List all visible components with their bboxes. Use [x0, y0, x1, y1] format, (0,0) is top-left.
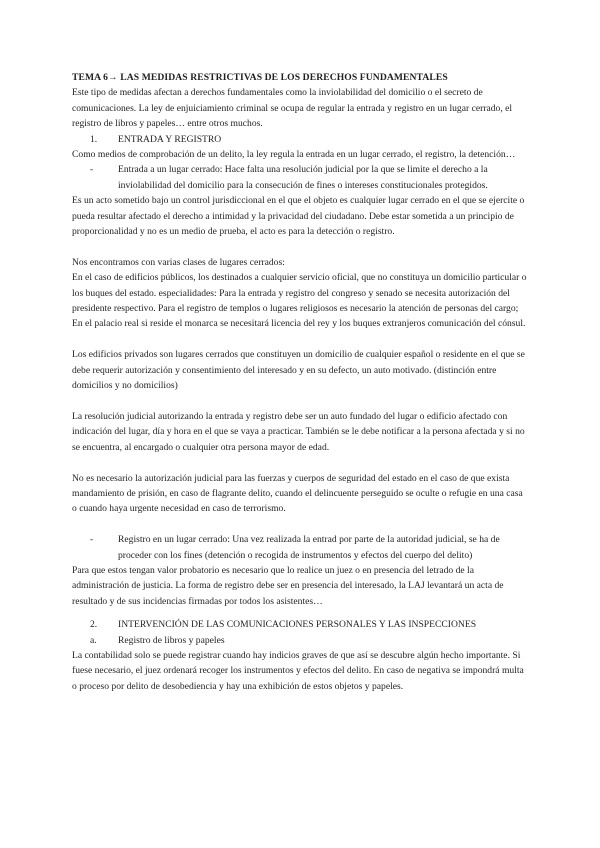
section-2-number: 2. [90, 619, 98, 631]
document-page [72, 70, 528, 694]
section-1-paragraph-6: La resolución judicial autorizando la entrada y registro debe ser un auto fundado del lugar o edificio afectado con indicación del lugar, día y hora en el que se vaya a practicar. También se le debe notificar a la persona afectada y si no se encuentra, al encargado o cualquier otra persona mayor de edad. [72, 410, 525, 453]
bullet-marker: - [90, 164, 94, 176]
section-1-paragraph-3: Nos encontramos con varias clases de lugares cerrados: [72, 256, 285, 268]
section-2-subheading [72, 633, 528, 648]
section-1-number: 1. [90, 133, 98, 145]
subheading-marker: a. [90, 634, 97, 646]
section-2-title: INTERVENCIÓN DE LAS COMUNICACIONES PERSONALES Y LAS INSPECCIONES [118, 619, 477, 631]
document-title: TEMA 6→ LAS MEDIDAS RESTRICTIVAS DE LOS DERECHOS FUNDAMENTALES [72, 72, 448, 83]
section-2-paragraph-1: La contabilidad solo se puede registrar cuando hay indicios graves de que así se descubre algún hecho importante. Si fuese necesario, el juez ordenará recoger los instrumentos y efectos del delito. En caso de negativa se impondrá multa o proceso por delito de desobediencia y hay una exhibición de estos objetos y papeles. [72, 649, 524, 692]
subheading-text: Registro de libros y papeles [118, 634, 225, 646]
section-1-bullet-1 [72, 162, 528, 193]
bullet-text: Entrada a un lugar cerrado: Hace falta una resolución judicial por la que se limite el derecho a la inviolabilidad del domicilio para la consecución de fines o intereses constitucionales protegidos. [118, 164, 488, 191]
section-1-paragraph-2: Es un acto sometido bajo un control jurisdiccional en el que el objeto es cualquier lugar cerrado en el que se ejercite o pueda resultar afectado el derecho a intimidad y la privacidad del ciudadano. Debe estar sometida a un principio de proporcionalidad y no es un medio de prueba, el acto es para la detección o registro. [72, 195, 525, 238]
bullet-text: Registro en un lugar cerrado: Una vez realizada la entrad por parte de la autoridad judicial, se ha de proceder con los fines (detención o recogida de instrumentos y efectos del cuerpo del delito) [118, 534, 500, 561]
bullet-marker: - [90, 534, 94, 546]
section-1-heading [72, 132, 528, 147]
section-1-paragraph-4: En el caso de edificios públicos, los destinados a cualquier servicio oficial, que no constituya un domicilio particular o los buques del estado. especialidades: Para la entrada y registro del congreso y senado se necesita autorización del presidente respectivo. Para el registro de templos o lugares religiosos es necesario la atención de personas del cargo; En el palacio real si reside el monarca se necesitará licencia del rey y los buques extranjeros comunicación del cónsul. [72, 272, 527, 330]
section-1-paragraph-1: Como medios de comprobación de un delito, la ley regula la entrada en un lugar cerrado, el registro, la detención… [72, 149, 516, 161]
section-1-paragraph-7: No es necesario la autorización judicial para las fuerzas y cuerpos de seguridad del estado en el caso de que exista mandamiento de prisión, en caso de flagrante delito, cuando el delincuente perseguido se oculte o refugie en una casa o cuando haya urgente necesidad en caso de terrorismo. [72, 472, 523, 515]
intro-paragraph: Este tipo de medidas afectan a derechos fundamentales como la inviolabilidad del domicilio o el secreto de comunicaciones. La ley de enjuiciamiento criminal se ocupa de regular la entrada y registro en un lugar cerrado, el registro de libros y papeles… entre otros muchos. [72, 87, 513, 130]
section-1-paragraph-8: Para que estos tengan valor probatorio es necesario que lo realice un juez o en presencia del letrado de la administración de justicia. La forma de registro debe ser en presencia del interesado, la LAJ levantará un acta de resultado y de sus incidencias firmadas por todos los asistentes… [72, 564, 504, 607]
section-2-heading [72, 617, 528, 632]
section-1-title: ENTRADA Y REGISTRO [118, 133, 222, 145]
section-1-paragraph-5: Los edificios privados son lugares cerrados que constituyen un domicilio de cualquier español o residente en el que se debe requerir autorización y consentimiento del interesado y en su defecto, un auto motivado. (distinción entre domicilios y no domicilios) [72, 349, 525, 392]
section-1-bullet-2 [72, 532, 528, 563]
